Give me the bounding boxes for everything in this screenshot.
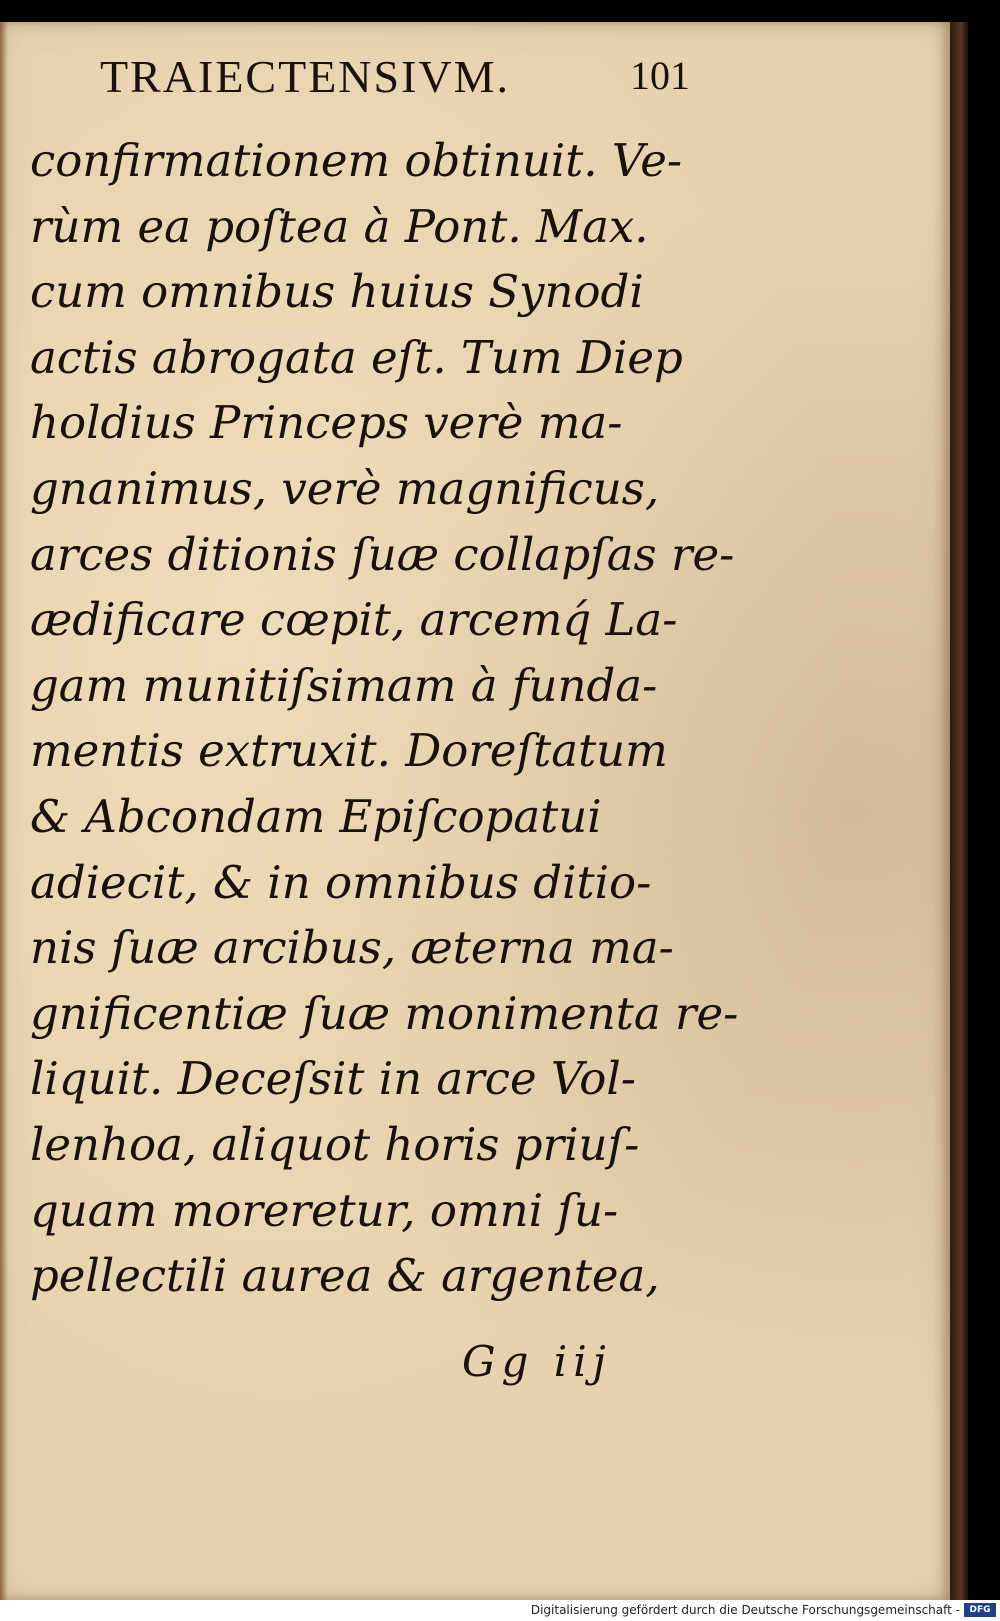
text-line: liquit. Deceſsit in arce Vol-: [30, 1052, 636, 1106]
book-cover-edge: [950, 22, 968, 1600]
signature-mark: Gg iij: [462, 1337, 612, 1386]
text-line: & Abcondam Epiſcopatui: [30, 789, 602, 843]
text-line: quam moreretur, omni ſu-: [30, 1183, 619, 1237]
text-line: pellectili aurea & argentea,: [30, 1249, 660, 1303]
dfg-logo-icon: DFG: [964, 1603, 996, 1617]
text-line: cum omnibus huius Synodi: [30, 265, 644, 319]
text-line: gnanimus, verè magnificus,: [30, 461, 660, 515]
text-line: mentis extruxit. Doreſtatum: [30, 724, 668, 778]
footer-bar: [0, 1600, 1000, 1621]
digitization-credit: Digitalisierung gefördert durch die Deutsche Forschungsgemeinschaft -: [530, 1603, 960, 1617]
page-gutter-shadow: [0, 22, 8, 1600]
text-line: nis ſuæ arcibus, æterna ma-: [30, 921, 674, 975]
text-line: gnificentiæ ſuæ monimenta re-: [30, 986, 739, 1040]
text-line: arces ditionis ſuæ collapſas re-: [30, 527, 735, 581]
text-line: confirmationem obtinuit. Ve-: [30, 134, 683, 187]
text-line: rùm ea poſtea à Pont. Max.: [30, 199, 649, 253]
page-number: 101: [630, 53, 690, 98]
text-line: actis abrogata eſt. Tum Diep: [30, 330, 683, 384]
text-line: lenhoa, aliquot horis priuſ-: [30, 1117, 640, 1171]
running-head: TRAIECTENSIVM.: [100, 51, 511, 102]
text-line: ædificare cœpit, arcemq́ La-: [30, 593, 678, 647]
body-text: [30, 128, 739, 1309]
text-line: gam munitiſsimam à funda-: [30, 658, 658, 712]
page-header: [100, 50, 700, 110]
text-line: adiecit, & in omnibus ditio-: [30, 855, 652, 909]
text-line: holdius Princeps verè ma-: [30, 396, 623, 450]
